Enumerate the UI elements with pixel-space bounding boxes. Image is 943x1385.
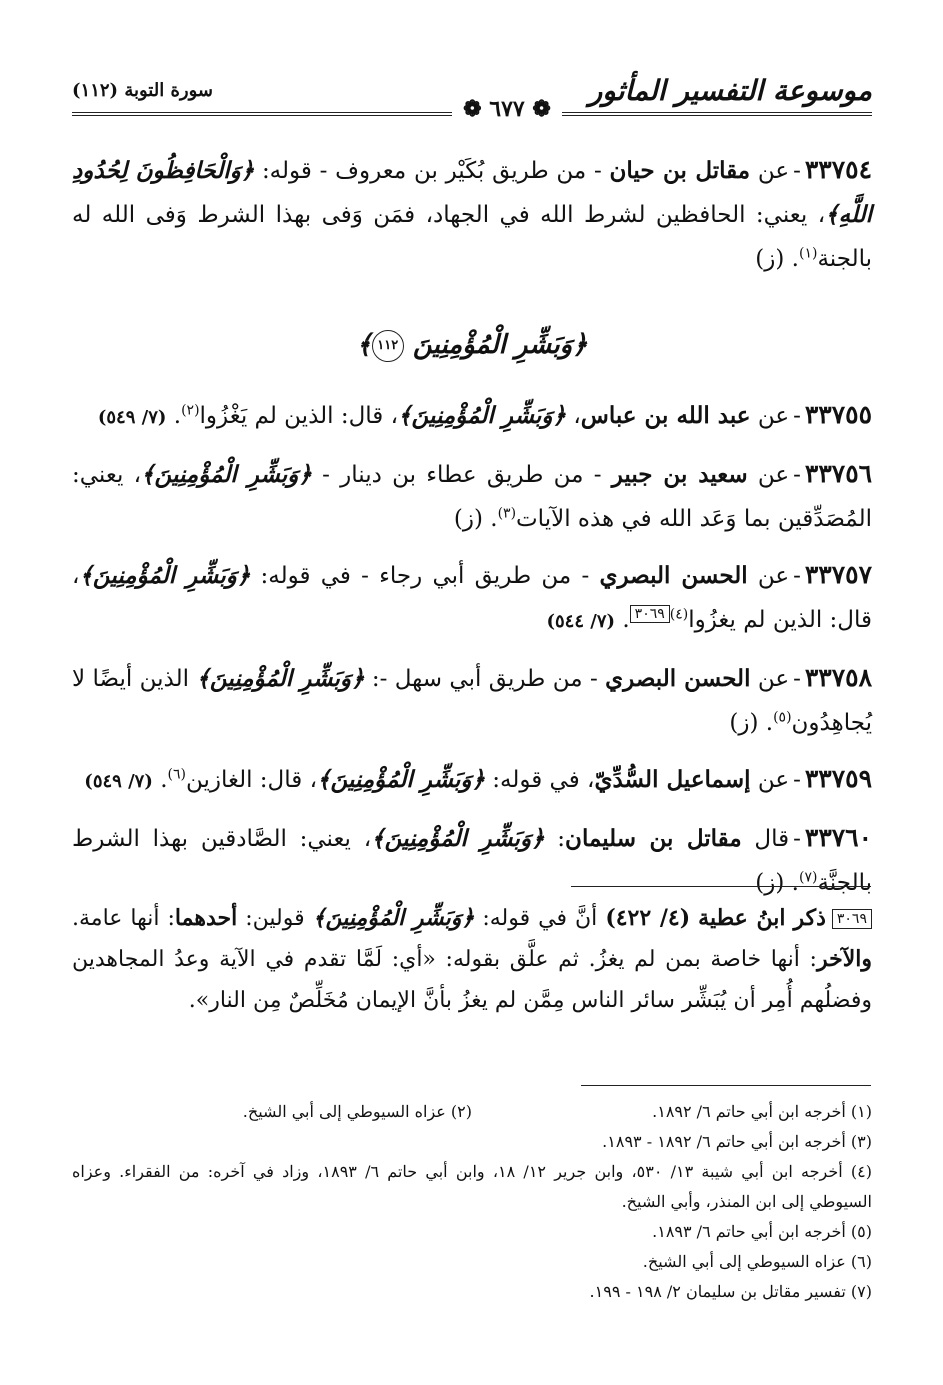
page-number: ❁ ٦٧٧ ❁ [452, 96, 562, 122]
footnotes-divider [581, 1085, 871, 1086]
volume-page-ref: (٧/ ٥٤٩) [97, 407, 167, 428]
footnote-row [72, 1097, 872, 1127]
footnote-3: (٣) أخرجه ابن أبي حاتم ٦/ ١٨٩٢ - ١٨٩٣. [602, 1132, 872, 1151]
entry-33755: ٣٣٧٥٥-عن عبد الله بن عباس، ﴿وَبَشِّرِ الْمُؤْمِنِينَ﴾، قال: الذين لم يَغْزُوا$^{(٢)}$. (٧/ ٥٤٩) [97, 400, 872, 429]
ayah-number-icon: ١١٢ [372, 330, 404, 362]
entry-33760: ٣٣٧٦٠-قال مقاتل بن سليمان: ﴿وَبَشِّرِ الْمُؤْمِنِينَ﴾، يعني: الصَّادقين بهذا الشرط بالجنَّة$^{(٧)}$. (ز) [72, 823, 873, 896]
commentary-ref: (٤/ ٤٢٢) [605, 905, 691, 931]
section-heading: ﴿وَبَشِّرِ الْمُؤْمِنِينَ ١١٢﴾ [356, 330, 588, 360]
footnote-4: (٤) أخرجه ابن أبي شيبة ١٣/ ٥٣٠، وابن جرير ١٢/ ١٨، وابن أبي حاتم ٦/ ١٨٩٣، وزاد في آخره: من الفقراء. وعزاه السيوطي إلى ابن المنذر، وأبي الشيخ. [72, 1162, 872, 1211]
entry-number: ٣٣٧٥٨ [804, 663, 873, 692]
footnote-7: (٧) تفسير مقاتل بن سليمان ٢/ ١٩٨ - ١٩٩. [589, 1282, 872, 1301]
entry-number: ٣٣٧٥٩ [804, 764, 872, 793]
entry-number: ٣٣٧٥٦ [804, 459, 873, 488]
narrator: سعيد بن جبير [611, 461, 748, 488]
commentary-number-box: ٣٠٦٩ [832, 909, 872, 929]
commentary-ref-box[interactable]: ٣٠٦٩ [630, 605, 670, 623]
volume-page-ref: (٧/ ٥٤٤) [546, 611, 616, 632]
commentary-divider [571, 886, 871, 887]
footnote-ref[interactable]: (٣) [497, 505, 517, 522]
entry-number: ٣٣٧٦٠ [804, 823, 873, 852]
footnote-6: (٦) عزاه السيوطي إلى أبي الشيخ. [642, 1252, 872, 1271]
footnote-ref[interactable]: (٦) [167, 766, 186, 783]
narrator: الحسن البصري [599, 562, 748, 589]
commentary-block: ٣٠٦٩ذكر ابنُ عطية (٤/ ٤٢٢) أنَّ في قوله: ﴿وَبَشِّرِ الْمُؤْمِنِينَ﴾ قولين: أحدهما: أنها عامة. والآخر: أنها خاصة بمن لم يغزُ. ثم علَّق بقوله: «أي: لَمَّا تقدم في الآية وعدُ المجاهدين وفضلُهم أُمِر أن يُبَشِّر سائر الناس مِمَّن لم يغزُ بأنَّ الإيمان مُخَلِّصٌ مِن النار». [72, 905, 872, 1013]
entry-number: ٣٣٧٥٧ [804, 560, 872, 589]
quran-quote: ﴿وَبَشِّرِ الْمُؤْمِنِينَ﴾ [196, 665, 365, 692]
footnote-5: (٥) أخرجه ابن أبي حاتم ٦/ ١٨٩٣. [652, 1222, 872, 1241]
entry-number: ٣٣٧٥٥ [804, 400, 872, 429]
page-header [72, 70, 872, 122]
footnote-2: (٢) عزاه السيوطي إلى أبي الشيخ. [242, 1102, 472, 1121]
commentator: ابنُ عطية [698, 905, 786, 931]
footnotes [72, 1097, 872, 1307]
footnote-1: (١) أخرجه ابن أبي حاتم ٦/ ١٨٩٢. [652, 1102, 872, 1121]
volume-page-ref: (٧/ ٥٤٩) [84, 771, 153, 792]
entry-33758: ٣٣٧٥٨-عن الحسن البصري - من طريق أبي سهل -: ﴿وَبَشِّرِ الْمُؤْمِنِينَ﴾ الذين أيضًا لا يُجاهِدُون$^{(٥)}$. (ز) [72, 663, 873, 736]
quran-quote: ﴿وَبَشِّرِ الْمُؤْمِنِينَ﴾ [79, 562, 251, 589]
quran-quote: ﴿وَبَشِّرِ الْمُؤْمِنِينَ﴾ [371, 825, 545, 852]
narrator: إسماعيل السُّدِّيّ [594, 766, 751, 793]
footnote-ref[interactable]: (٤) [669, 606, 689, 623]
footnote-ref[interactable]: (٢) [181, 402, 200, 419]
narrator: مقاتل بن حيان [609, 157, 751, 184]
quran-quote: ﴿وَبَشِّرِ الْمُؤْمِنِينَ﴾ [312, 905, 475, 931]
quran-quote: ﴿وَبَشِّرِ الْمُؤْمِنِينَ﴾ [141, 461, 312, 488]
footnote-ref[interactable]: (١) [798, 245, 818, 262]
footnote-ref[interactable]: (٥) [773, 709, 792, 726]
narrator: عبد الله بن عباس [580, 402, 751, 429]
main-text [72, 148, 872, 917]
entry-33756: ٣٣٧٥٦-عن سعيد بن جبير - من طريق عطاء بن دينار - ﴿وَبَشِّرِ الْمُؤْمِنِينَ﴾، يعني: المُصَدِّقين بما وَعَد الله في هذه الآيات$^{(٣)}$. (ز) [72, 459, 873, 532]
surah-title: سورة التوبة (١١٢) [72, 80, 213, 101]
footnote-ref[interactable]: (٧) [798, 869, 818, 886]
quran-quote: ﴿وَالْحَافِظُونَ لِحُدُودِ اللَّهِ﴾ [72, 157, 872, 228]
narrator: مقاتل بن سليمان [565, 825, 742, 852]
book-title: موسوعة التفسير المأثور [588, 74, 872, 107]
quran-quote: ﴿وَبَشِّرِ الْمُؤْمِنِينَ﴾ [398, 402, 567, 429]
entry-33759: ٣٣٧٥٩-عن إسماعيل السُّدِّيّ، في قوله: ﴿وَبَشِّرِ الْمُؤْمِنِينَ﴾، قال: الغازين$^{(٦)}$. (٧/ ٥٤٩) [84, 764, 872, 793]
entry-33757: ٣٣٧٥٧-عن الحسن البصري - من طريق أبي رجاء - في قوله: ﴿وَبَشِّرِ الْمُؤْمِنِينَ﴾، قال: الذين لم يغزُوا$^{(٤)}$٣٠٦٩. (٧/ ٥٤٤) [72, 560, 872, 633]
entry-number: ٣٣٧٥٤ [804, 155, 873, 184]
entry-33754: ٣٣٧٥٤-عن مقاتل بن حيان - من طريق بُكَيْر بن معروف - قوله: ﴿وَالْحَافِظُونَ لِحُدُودِ اللَّهِ﴾، يعني: الحافظين لشرط الله في الجهاد، فمَن وَفى بهذا الشرط وَفى الله له بالجنة$^{(١)}$. (ز) [72, 155, 873, 272]
narrator: الحسن البصري [605, 665, 751, 692]
quran-quote: ﴿وَبَشِّرِ الْمُؤْمِنِينَ﴾ [317, 766, 485, 793]
